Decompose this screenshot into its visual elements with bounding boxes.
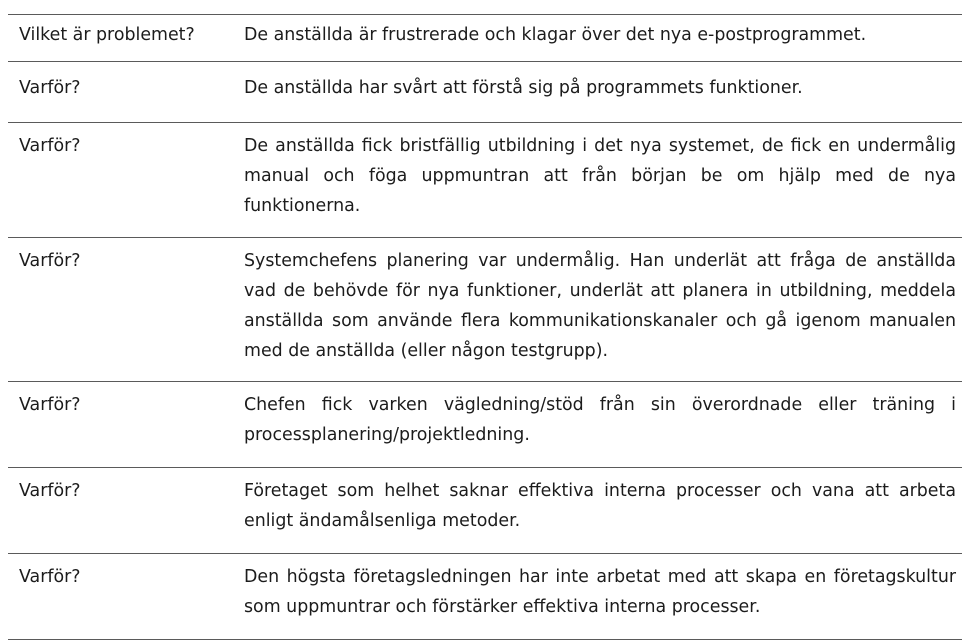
answer-text: Företaget som helhet saknar effektiva interna processer och vana att arbeta enligt ändamålsenliga metoder. [244, 481, 956, 531]
question-cell [8, 62, 244, 123]
question-text: Varför? [19, 481, 81, 501]
answer-cell [244, 62, 962, 123]
answer-cell [244, 123, 962, 238]
answer-text: De anställda är frustrerade och klagar över det nya e-postprogrammet. [244, 25, 867, 45]
answer-text: De anställda fick bristfällig utbildning i det nya systemet, de fick en undermålig manual och föga uppmuntran att från början be om hjälp med de nya funktionerna. [244, 136, 956, 216]
answer-text: Systemchefens planering var undermålig. Han underlät att fråga de anställda vad de behövde för nya funktioner, underlät att planera in utbildning, meddela anställda som använde flera kommunikationskanaler och gå igenom manualen med de anställda (eller någon testgrupp). [244, 251, 956, 361]
answer-cell [244, 468, 962, 554]
table-row [8, 62, 962, 123]
table-row [8, 123, 962, 238]
question-cell [8, 123, 244, 238]
question-text: Varför? [19, 136, 81, 156]
answer-cell [244, 15, 962, 62]
table-row [8, 15, 962, 62]
question-text: Vilket är problemet? [19, 25, 195, 45]
question-text: Varför? [19, 78, 81, 98]
table-row [8, 468, 962, 554]
five-whys-table [8, 14, 962, 640]
document-page [8, 14, 962, 620]
answer-text: Chefen fick varken vägledning/stöd från sin överordnade eller träning i processplanering/projektledning. [244, 395, 956, 445]
answer-cell [244, 238, 962, 382]
question-text: Varför? [19, 251, 81, 271]
table-row [8, 382, 962, 468]
question-cell [8, 238, 244, 382]
question-cell [8, 468, 244, 554]
question-cell [8, 382, 244, 468]
table-row [8, 238, 962, 382]
question-cell [8, 15, 244, 62]
answer-cell [244, 382, 962, 468]
question-text: Varför? [19, 395, 81, 415]
answer-text: Den högsta företagsledningen har inte arbetat med att skapa en företagskultur som uppmuntrar och förstärker effektiva interna processer. [244, 567, 956, 617]
question-text: Varför? [19, 567, 81, 587]
answer-text: De anställda har svårt att förstå sig på programmets funktioner. [244, 78, 803, 98]
